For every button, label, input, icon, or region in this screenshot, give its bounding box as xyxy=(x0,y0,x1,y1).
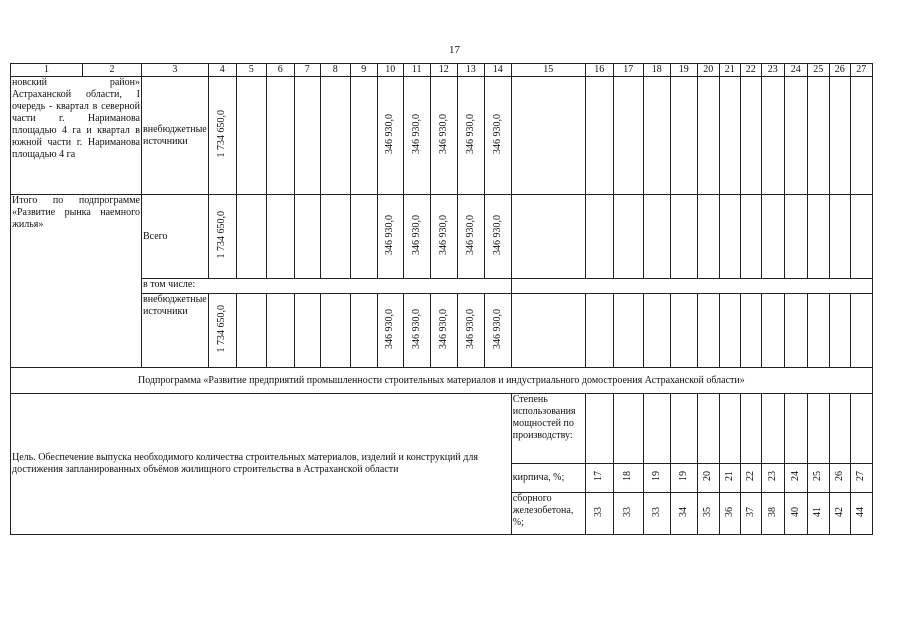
header-row xyxy=(11,64,873,77)
column-header: 3 xyxy=(142,64,209,77)
source-cell: внебюджетные источники xyxy=(142,77,209,195)
indicator-value-cell: 20 xyxy=(697,464,719,493)
including-label: в том числе: xyxy=(142,279,512,294)
column-header: 2 xyxy=(83,64,142,77)
column-header: 26 xyxy=(829,64,850,77)
indicator-value-cell: 41 xyxy=(807,493,829,535)
indicator-value-cell: 33 xyxy=(643,493,670,535)
indicator-value-cell: 26 xyxy=(829,464,850,493)
source-cell: Всего xyxy=(142,195,209,279)
indicator-value-cell: 23 xyxy=(761,464,784,493)
year-cell: 346 930,0 xyxy=(457,294,484,368)
subtotal-name-cell: Итого по подпрограмме «Развитие рынка наемного жилья» xyxy=(11,195,142,368)
year-cell: 346 930,0 xyxy=(377,294,403,368)
year-cell: 346 930,0 xyxy=(377,77,403,195)
year-cell: 346 930,0 xyxy=(430,195,457,279)
budget-table-container xyxy=(10,63,873,535)
year-cell: 346 930,0 xyxy=(484,294,511,368)
column-header: 9 xyxy=(350,64,377,77)
indicator-title: Степень использования мощностей по производству: xyxy=(511,394,585,464)
column-header: 17 xyxy=(613,64,643,77)
column-header: 10 xyxy=(377,64,403,77)
column-header: 6 xyxy=(266,64,294,77)
indicator-value-cell: 19 xyxy=(643,464,670,493)
year-cell: 346 930,0 xyxy=(457,77,484,195)
indicator-value-cell: 27 xyxy=(850,464,872,493)
page-number: 17 xyxy=(449,44,460,56)
year-cell: 346 930,0 xyxy=(430,294,457,368)
indicator-value-cell: 35 xyxy=(697,493,719,535)
year-cell: 346 930,0 xyxy=(403,77,430,195)
project-name-cell: новский район» Астраханской области, I очередь - квартал в северной части г. Нариманова площадью 4 га и квартал в южной части г. Нариманова площадью 4 га xyxy=(11,77,142,195)
indicator-value-cell: 38 xyxy=(761,493,784,535)
year-cell: 346 930,0 xyxy=(484,195,511,279)
column-header: 22 xyxy=(740,64,761,77)
table-row xyxy=(11,368,873,394)
indicator-value-cell: 18 xyxy=(613,464,643,493)
indicator-value-cell: 42 xyxy=(829,493,850,535)
goal-text: Цель. Обеспечение выпуска необходимого количества строительных материалов, изделий и конструкций для достижения запланированных объёмов жилищного строительства в Астраханской области xyxy=(11,394,512,535)
total-cell: 1 734 650,0 xyxy=(208,77,236,195)
column-header: 5 xyxy=(236,64,266,77)
column-header: 19 xyxy=(670,64,697,77)
source-cell: внебюджетные источники xyxy=(142,294,209,368)
year-cell: 346 930,0 xyxy=(377,195,403,279)
year-cell: 346 930,0 xyxy=(403,294,430,368)
year-cell: 346 930,0 xyxy=(457,195,484,279)
column-header: 20 xyxy=(697,64,719,77)
column-header: 4 xyxy=(208,64,236,77)
column-header: 13 xyxy=(457,64,484,77)
table-row xyxy=(11,77,873,195)
indicator-label: сборного железобетона, %; xyxy=(511,493,585,535)
indicator-value-cell: 21 xyxy=(719,464,740,493)
column-header: 21 xyxy=(719,64,740,77)
column-header: 18 xyxy=(643,64,670,77)
indicator-value-cell: 19 xyxy=(670,464,697,493)
column-header: 11 xyxy=(403,64,430,77)
indicator-value-cell: 25 xyxy=(807,464,829,493)
column-header: 8 xyxy=(320,64,350,77)
indicator-value-cell: 24 xyxy=(784,464,807,493)
indicator-label: кирпича, %; xyxy=(511,464,585,493)
column-header: 12 xyxy=(430,64,457,77)
indicator-value-cell: 33 xyxy=(585,493,613,535)
column-header: 16 xyxy=(585,64,613,77)
column-header: 24 xyxy=(784,64,807,77)
indicator-value-cell: 17 xyxy=(585,464,613,493)
total-cell: 1 734 650,0 xyxy=(208,195,236,279)
budget-table xyxy=(10,63,873,535)
year-cell: 346 930,0 xyxy=(484,77,511,195)
column-header: 7 xyxy=(294,64,320,77)
column-header: 15 xyxy=(511,64,585,77)
indicator-value-cell: 34 xyxy=(670,493,697,535)
indicator-value-cell: 40 xyxy=(784,493,807,535)
year-cell: 346 930,0 xyxy=(430,77,457,195)
indicator-value-cell: 33 xyxy=(613,493,643,535)
total-cell: 1 734 650,0 xyxy=(208,294,236,368)
table-row xyxy=(11,195,873,279)
column-header: 27 xyxy=(850,64,872,77)
column-header: 23 xyxy=(761,64,784,77)
table-row xyxy=(11,394,873,464)
column-header: 25 xyxy=(807,64,829,77)
column-header: 1 xyxy=(11,64,83,77)
indicator-value-cell: 44 xyxy=(850,493,872,535)
indicator-value-cell: 22 xyxy=(740,464,761,493)
indicator-value-cell: 36 xyxy=(719,493,740,535)
subprogram-title: Подпрограмма «Развитие предприятий промышленности строительных материалов и индустриального домостроения Астраханской области» xyxy=(11,368,873,394)
indicator-value-cell: 37 xyxy=(740,493,761,535)
year-cell: 346 930,0 xyxy=(403,195,430,279)
column-header: 14 xyxy=(484,64,511,77)
